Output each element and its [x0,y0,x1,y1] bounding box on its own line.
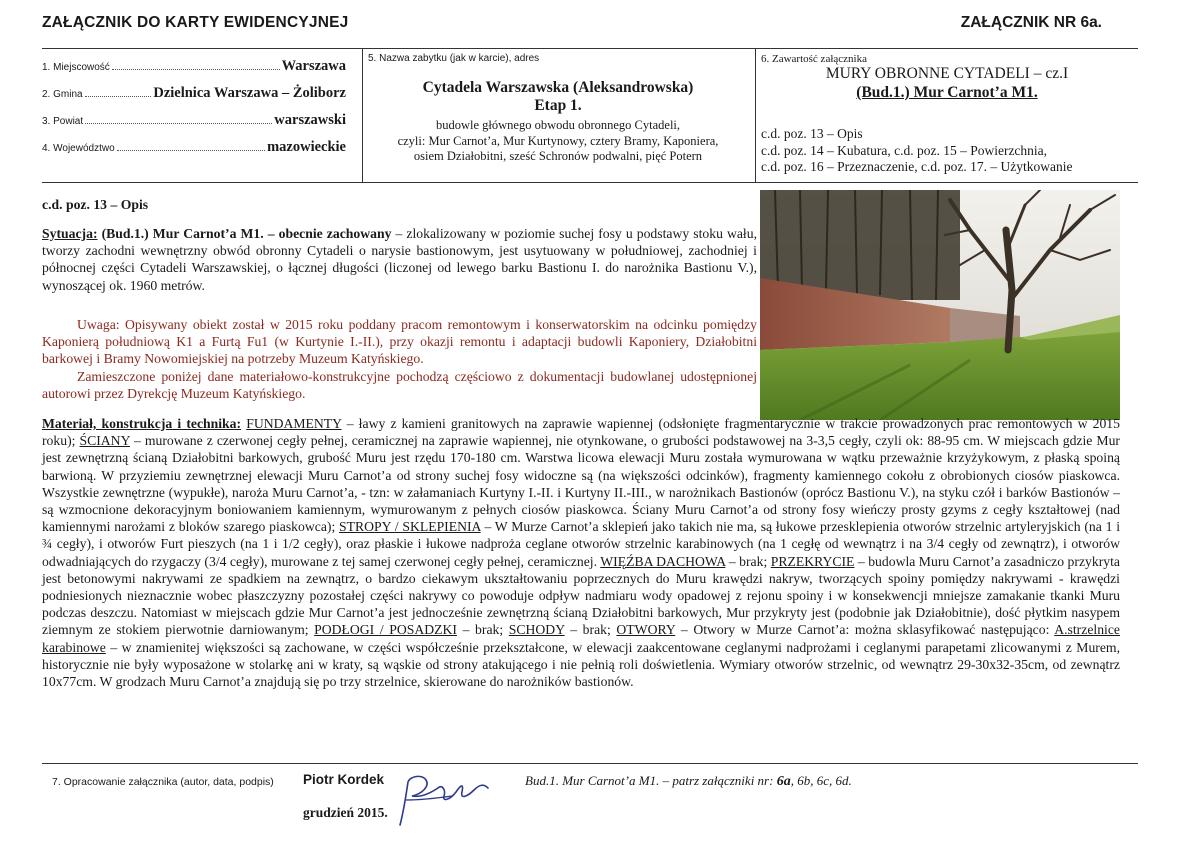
header-top-rule [42,48,1138,49]
covering-heading: PRZEKRYCIE [770,553,855,569]
field-commune [42,85,346,111]
field-voivodeship-label: 4. Województwo [42,143,115,154]
ceilings-heading: STROPY / SKLEPIENIA [339,519,481,535]
openings-heading: OTWORY [616,622,676,638]
floors-heading: PODŁOGI / POSADZKI [314,622,457,638]
header-bottom-rule [42,182,1138,183]
renovation-note [42,316,757,402]
attachment-number: ZAŁĄCZNIK NR 6a. [960,14,1102,31]
field-locality [42,58,346,84]
contents-line2: c.d. poz. 14 – Kubatura, c.d. poz. 15 – Powierzchnia, [761,142,1048,158]
footer-rule [42,763,1138,764]
covering-text: – budowla Muru Carnot’a zasadniczo przykryta jest betonowymi nakrywami ze spadkiem na zewnątrz, o bardzo ciekawym ukształtowaniu poprzecznych do Muru krawędzi nakryw, tworzących spoiny pomiędzy nakrywami - krawędzi podniesionych nieznacznie wobec płaszczyzny pozostałej części nakrywy co powoduje odpływ nadmiaru wody opadowej z rejonu spoiny i w konsekwencji mniejsze zamakanie tkanki Muru podczas deszczu. Natomiast w miejscach gdzie Mur Carnot’a jest jednocześnie zewnętrzną ścianą Działobitni barkowych, Mur przykryty jest (podobnie jak Działobitnie), dość płytkim nasypem ziemnym ze stokiem pierwotnie darniowanym; [42,553,1121,638]
attachments-reference [525,773,852,790]
monument-name-label: 5. Nazwa zabytku (jak w karcie), adres [368,53,540,64]
material-label: Materiał, konstrukcja i technika: [42,416,242,431]
rifle-loopholes-heading: A.strzelnice karabinowe [42,622,1120,655]
foundations-text: – ławy z kamieni granitowych na zaprawie wapiennej (odsłonięte fragmentarycznie w trakcie prowadzonych prac remontowych w 2015 roku); [42,416,1120,449]
field-commune-value: Dzielnica Warszawa – Żoliborz [153,85,346,101]
monument-name-line2: Etap 1. [534,97,582,114]
field-voivodeship-value: mazowieckie [267,139,346,155]
contents-title: MURY OBRONNE CYTADELI – cz.I [825,65,1069,82]
monument-description [362,118,754,165]
field-commune-label: 2. Gmina [42,89,83,100]
author-signature [392,770,502,830]
section-heading: c.d. poz. 13 – Opis [42,197,149,212]
monument-name [362,79,754,115]
situation-text: – zlokalizowany w poziomie suchej fosy u podstawy stoku wału, tworzy zachodni wewnętrzny obwód obronny Cytadeli o narysie bastionowym, jest usytuowany w południowej, zachodniej i północnej części Cytadeli Warszawskiej, o łącznej długości (liczonej od lewego barku Bastionu I. do narożnika Bastionu V.), wynoszącej ok. 1960 metrów. [42,226,758,293]
author-name: Piotr Kordek [303,772,385,787]
field-voivodeship [42,139,346,165]
header-divider-2 [755,48,756,182]
material-paragraph [42,415,1120,690]
contents-line1: c.d. poz. 13 – Opis [761,126,863,141]
situation-label: Sytuacja: [42,226,98,241]
field-locality-label: 1. Miejscowość [42,62,110,73]
author-date: grudzień 2015. [303,805,388,820]
renovation-note-p1: Uwaga: Opisywany obiekt został w 2015 roku poddany pracom remontowym i konserwatorskim na odcinku pomiędzy Kaponierą południową K1 a Furtą Fu1 (w Kurtynie I.-II.), przy okazji remontu i adaptacji budowli Kaponiery, Działobitni barkowej i Bramy Nowomiejskiej na potrzeby Muzeum Katyńskiego. [42,317,757,367]
foundations-heading: FUNDAMENTY [246,416,342,431]
field-district [42,112,346,138]
author-label: 7. Opracowanie załącznika (autor, data, podpis) [52,776,274,788]
stairs-text: – brak; [564,622,617,638]
monument-description-line1: budowle głównego obwodu obronnego Cytadeli, [435,118,681,132]
ceilings-text: – W Murze Carnot’a sklepień jako takich nie ma, są łukowe przesklepienia otworów strzelnic artyleryjskich (na 1 i ¾ cegły), i otworów Furt pieszych (na 1 i 1/2 cegły), oraz płaskie i łukowe nadproża ceglane otworów strzelnic karabinowych (na 1 cegłę od wewnątrz i na 3/4 cegły od zewnątrz), i otworów odwadniających do rzygaczy (3/4 cegły), murowane z tej samej czerwonej cegły pełnej, ceramicznej. [42,519,1120,569]
stairs-heading: SCHODY [508,622,565,638]
field-district-label: 3. Powiat [42,116,84,127]
walls-heading: ŚCIANY [79,433,130,449]
walls-text: – murowane z czerwonej cegły pełnej, ceramicznej na zaprawie wapiennej, nie otynkowane, o grubości podstawowej na 3-3,5 cegły, czyli ok: 88-95 cm. W miejscach gdzie Mur jest zewnętrzną ścianą Działobitni barkowych, grubość Muru jest rzędu 170-180 cm. Warstwa licowa elewacji Muru została wymurowana w wątku przeważnie krzyżykowym, z płaską spoiną barwioną. W przyziemiu zewnętrznej elewacji Muru Carnot’a od strony suchej fosy widoczne są (na większości odcinków), fragmenty kamiennego cokołu z obrobionych ciosów piaskowca. Wszystkie zewnętrzne (wypukłe), naroża Muru Carnot’a, - tzn: w załamaniach Kurtyny I.-II. i Kurtyny II.-III., w narożnikach Bastionów (oprócz Bastionu V.), na styku czół i barków Bastionów – są wzmocnione dekoracyjnym boniowaniem kamiennym, wymurowanym z pełnych ciosów piaskowca. Ściany Muru Carnot’a od strony fosy wieńczy prosty gzyms z cegły kształtowej (nad kamiennymi narożami z bloków szarego piaskowca); [42,433,1120,535]
attachments-reference-current: 6a [776,774,791,789]
field-locality-value: Warszawa [281,58,346,74]
situation-lead: (Bud.1.) Mur Carnot’a M1. – [97,226,279,241]
roof-truss-heading: WIĘŹBA DACHOWA [600,553,726,569]
situation-status: obecnie zachowany [278,226,392,241]
roof-truss-text: – brak; [725,553,771,569]
openings-text: – Otwory w Murze Carnot’a: można sklasyfikować następująco: [675,622,1055,638]
attachments-reference-prefix: Bud.1. Mur Carnot’a M1. – patrz załączniki nr: [525,773,777,788]
floors-text: – brak; [456,622,509,638]
situation-paragraph [42,225,757,294]
contents-subtitle: (Bud.1.) Mur Carnot’a M1. [856,84,1038,101]
rifle-loopholes-text: – w znamienitej większości są zachowane, w części współcześnie przekształcone, w elewacji zaakcentowane ceglanymi nadprożami i ceglanymi parapetami zlicowanymi z Murem, historycznie nie były wyposażone w stolarkę ani w kraty, są wąskie od strony atakującego i nie pełnią roli doświetlenia. Wymiary otworów strzelnic, od wewnątrz 29-30x32-35cm, od zewnątrz 10x77cm. W grodzach Muru Carnot’a znajdują się po trzy strzelnice, skierowane do narożników bastionów. [42,639,1120,690]
contents-list [761,126,1073,176]
field-district-value: warszawski [274,112,346,128]
attachments-reference-rest: , 6b, 6c, 6d. [790,773,852,788]
contents-label: 6. Zawartość załącznika [761,53,867,65]
contents-line3: c.d. poz. 16 – Przeznaczenie, c.d. poz. 17. – Użytkowanie [761,159,1073,174]
monument-description-line3: osiem Działobitni, sześć Schronów podwalni, pięć Potern [413,149,703,163]
monument-name-line1: Cytadela Warszawska (Aleksandrowska) [422,79,694,96]
attachment-header-title: ZAŁĄCZNIK DO KARTY EWIDENCYJNEJ [42,14,349,31]
renovation-note-p2: Zamieszczone poniżej dane materiałowo-konstrukcyjne pochodzą częściowo z dokumentacji budowlanej udostępnionej autorowi przez Dyrekcję Muzeum Katyńskiego. [42,368,757,401]
monument-description-line2: czyli: Mur Carnot’a, Mur Kurtynowy, cztery Bramy, Kaponiera, [397,133,719,148]
wall-photo [760,190,1120,420]
